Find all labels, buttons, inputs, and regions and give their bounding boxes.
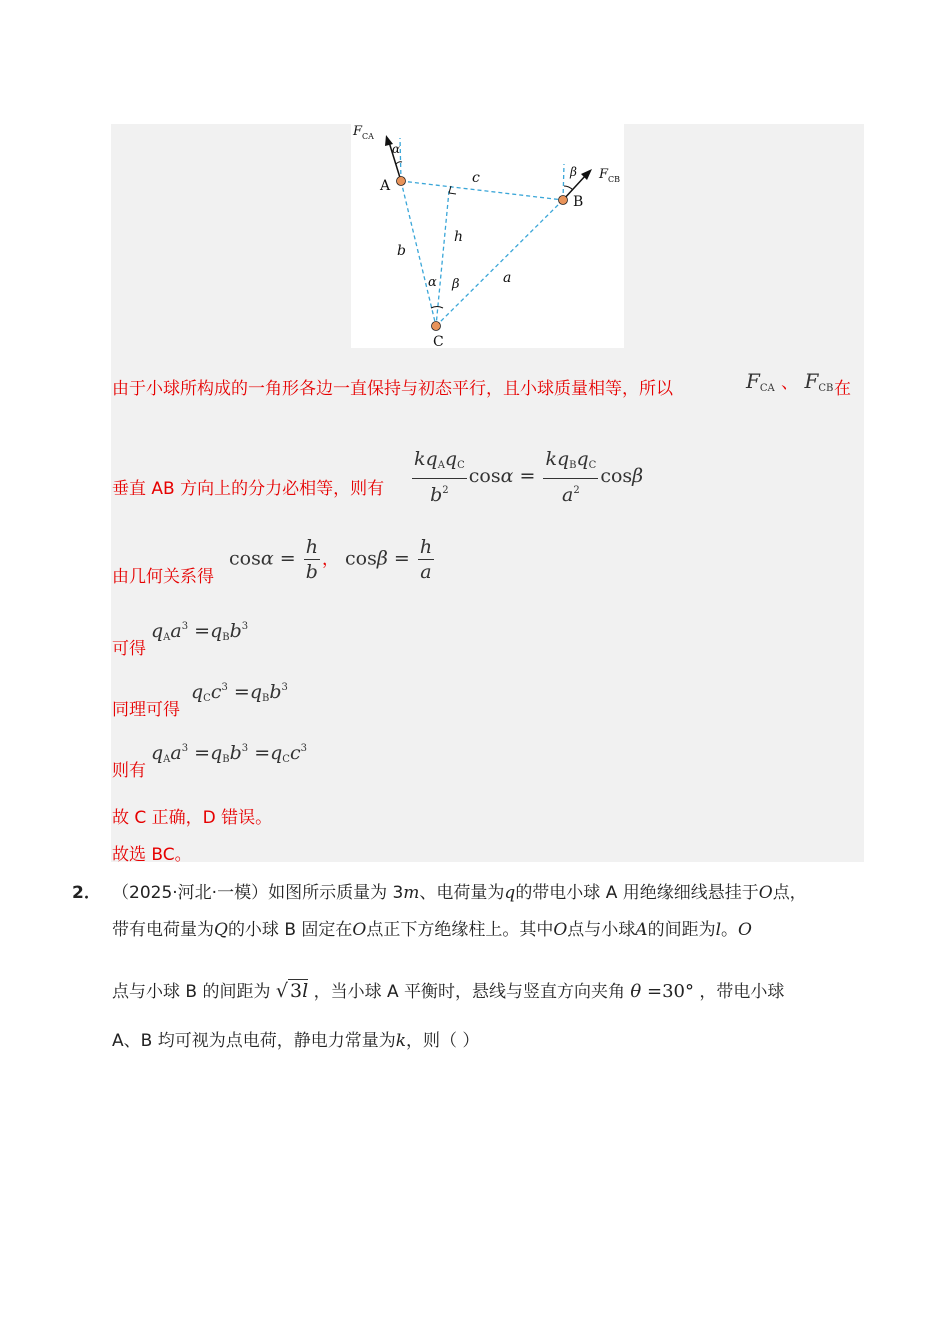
dashed-vertical-b — [563, 164, 564, 200]
solution-answer: 故选 BC。 — [112, 845, 192, 865]
force-diagram — [351, 124, 624, 348]
solution-line-3-text: 由几何关系得 — [112, 567, 214, 587]
equation-force-balance: $\frac{kq_Aq_C}{b^2}$ cosα = $\frac{kq_Bq_C}{a^2}$ cosβ — [414, 448, 644, 506]
label-fcb: $F_{CB}$ — [599, 167, 621, 184]
label-beta-bottom: β — [452, 277, 460, 292]
question-line-2: 带有电荷量为Q的小球 B 固定在O点正下方绝缘柱上。其中O点与小球A的间距为l。O — [112, 920, 752, 940]
label-side-h: h — [454, 229, 464, 245]
solution-line-2-text: 垂直 AB 方向上的分力必相等，则有 — [112, 479, 385, 499]
solution-line-5-text: 同理可得 — [112, 700, 180, 720]
label-point-b: B — [573, 194, 584, 210]
label-alpha-top: α — [392, 142, 401, 156]
question-line-3: 点与小球 B 的间距为 √ 3l ，当小球 A 平衡时，悬线与竖直方向夹角 θ =30° ，带电小球 — [112, 980, 785, 1002]
question-line-4: A、B 均可视为点电荷，静电力常量为k，则（ ） — [112, 1031, 480, 1051]
dashed-ab — [401, 181, 563, 200]
label-beta-top: β — [570, 165, 577, 179]
label-point-c: C — [433, 334, 444, 348]
fraction-left: $\frac{kq_Aq_C}{b^2}$ — [414, 448, 465, 506]
dashed-bc — [436, 200, 563, 326]
dashed-height — [436, 191, 449, 326]
ball-b — [559, 196, 568, 205]
question-line-1: （2025·河北·一模）如图所示质量为 3m、电荷量为q的带电小球 A 用绝缘细线悬挂于O点， — [112, 883, 807, 903]
solution-line-6-text: 则有 — [112, 761, 146, 781]
solution-line-1-text: 由于小球所构成的一角形各边一直保持与初态平行，且小球质量相等，所以 — [112, 379, 673, 399]
equation-result-1: $q_Aa^3 =q_Bb^3$ — [151, 620, 249, 643]
fraction-right: $\frac{kq_Bq_C}{a^2}$ — [545, 448, 597, 506]
label-side-b: b — [397, 243, 406, 259]
label-point-a: A — [380, 178, 391, 194]
question-number: 2． — [72, 883, 101, 903]
equation-result-3: $q_Aa^3 =q_Bb^3 =q_Cc^3$ — [151, 742, 307, 765]
label-alpha-bottom: α — [428, 275, 437, 290]
dashed-ac — [401, 181, 436, 326]
dashed-vertical-a — [400, 138, 401, 181]
solution-line-1-end: 在 — [834, 379, 851, 399]
angle-arc-b — [564, 186, 573, 190]
ball-c — [432, 322, 441, 331]
solution-conclusion: 故 C 正确，D 错误。 — [112, 808, 273, 828]
solution-line-4-text: 可得 — [112, 639, 146, 659]
force-diagram-svg — [351, 124, 624, 348]
equation-geometry: cosα = $\frac{h}{b}$ ， cosβ = $\frac{h}{a}$ — [229, 536, 433, 583]
label-side-a: a — [503, 270, 512, 286]
sqrt-expression: √ 3l — [275, 980, 309, 1002]
angle-arc-c — [431, 307, 443, 309]
ball-a — [397, 177, 406, 186]
label-side-c: c — [472, 170, 480, 186]
solution-line-1-forces: $F_{CA}$ 、 $F_{CB}$ — [746, 369, 834, 394]
label-fca: $F_{CA}$ — [353, 124, 374, 141]
equation-result-2: $q_Cc^3 =q_Bb^3$ — [191, 681, 288, 704]
